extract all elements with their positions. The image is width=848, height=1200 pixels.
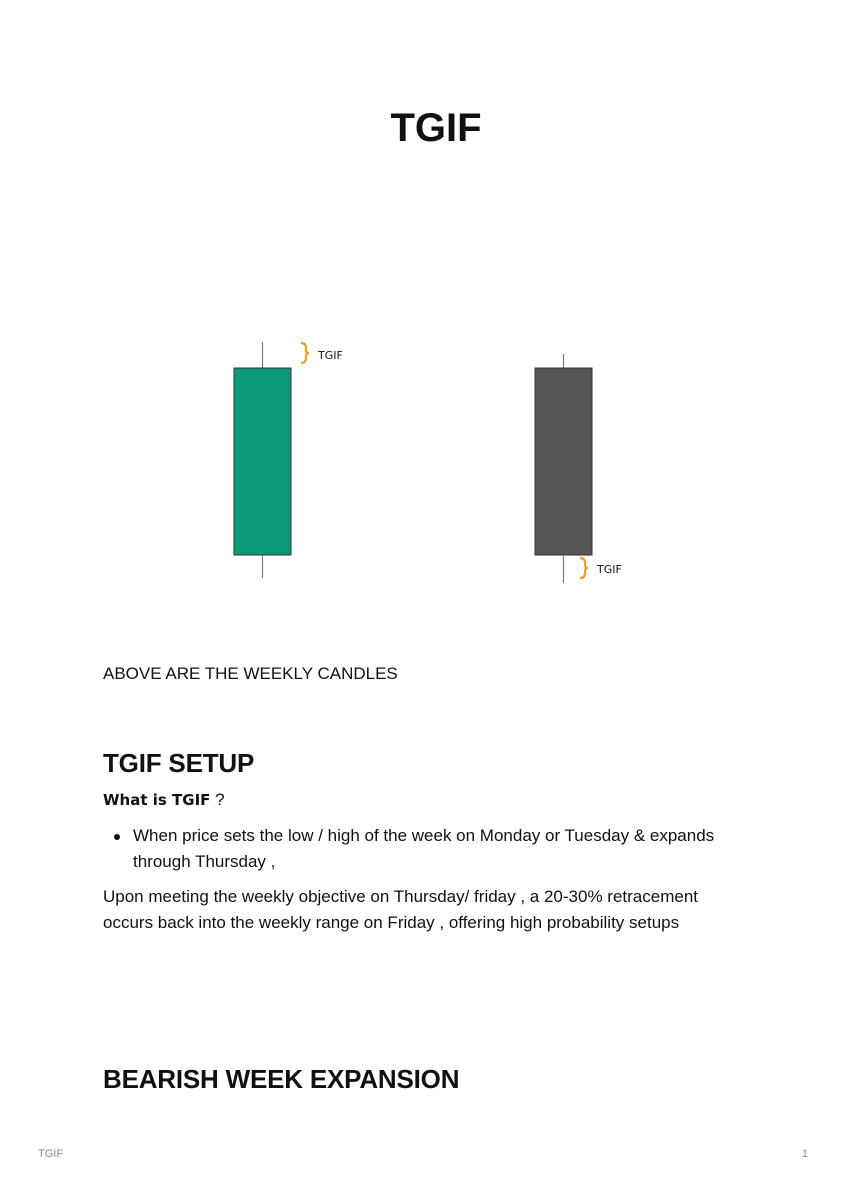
bearish-candle-brace-icon xyxy=(580,558,588,578)
bearish-candle-label: TGIF xyxy=(597,563,622,576)
bearish-candle-body xyxy=(535,368,592,555)
footer-document-title: TGIF xyxy=(38,1148,64,1160)
bullish-candle xyxy=(234,342,343,578)
bullet-list xyxy=(103,823,743,875)
list-item-text: When price sets the low / high of the week on Monday or Tuesday & expands through Thursday , xyxy=(133,826,715,871)
list-item xyxy=(103,823,743,875)
page-title: TGIF xyxy=(390,106,482,150)
section-heading-tgif-setup: TGIF SETUP xyxy=(103,748,255,778)
question-rest: ? xyxy=(210,790,225,809)
figure-caption: ABOVE ARE THE WEEKLY CANDLES xyxy=(103,664,398,683)
bullish-candle-brace-icon xyxy=(301,343,309,363)
question-what-is-tgif xyxy=(103,789,225,811)
bearish-candle xyxy=(535,354,622,583)
bullish-candle-label: TGIF xyxy=(318,349,343,362)
bullish-candle-body xyxy=(234,368,291,555)
bullet-dot-icon xyxy=(114,834,120,840)
footer-page-number: 1 xyxy=(801,1148,808,1160)
section-heading-bearish-week-expansion: BEARISH WEEK EXPANSION xyxy=(103,1064,460,1094)
setup-paragraph: Upon meeting the weekly objective on Thursday/ friday , a 20-30% retracement occurs back into the weekly range on Friday , offering high probability setups xyxy=(103,887,698,932)
question-strong: What is TGIF xyxy=(103,791,211,809)
